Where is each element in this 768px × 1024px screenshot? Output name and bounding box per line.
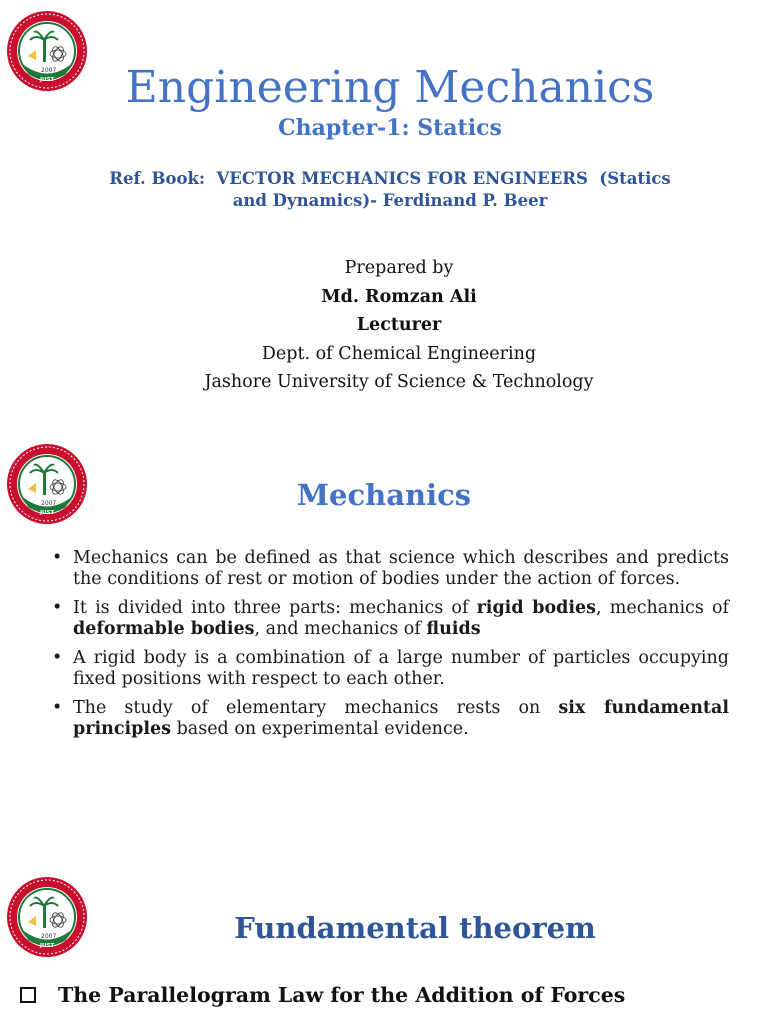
- author-department: Dept. of Chemical Engineering: [261, 343, 537, 364]
- svg-text:JUST: JUST: [40, 77, 55, 83]
- reference-book: [90, 168, 690, 212]
- bullet-icon: •: [52, 648, 63, 668]
- mechanics-slide: [0, 420, 768, 850]
- svg-text:JUST: JUST: [40, 943, 55, 949]
- title-slide: [0, 0, 768, 420]
- svg-text:JUST: JUST: [40, 510, 55, 516]
- list-item: • Mechanics can be defined as that science which describes and predicts the conditions of rest or motion of bodies under the action of forces.: [52, 548, 729, 589]
- author-name: Md. Romzan Ali: [321, 286, 477, 307]
- bullet-icon: •: [52, 598, 63, 618]
- section-title: Fundamental theorem: [234, 911, 596, 945]
- author-block: [0, 254, 768, 397]
- list-item: • The study of elementary mechanics rests on six fundamental principles based on experimental evidence.: [52, 698, 729, 739]
- reference-line-1: Ref. Book: VECTOR MECHANICS FOR ENGINEERS (Statics: [109, 169, 671, 188]
- list-item: • It is divided into three parts: mechanics of rigid bodies, mechanics of deformable bodies, and mechanics of fluids: [52, 598, 729, 639]
- bullet-list: [52, 548, 729, 748]
- page-title: Engineering Mechanics: [125, 62, 655, 113]
- section-title: Mechanics: [296, 478, 472, 512]
- list-item: • A rigid body is a combination of a large number of particles occupying fixed positions with respect to each other.: [52, 648, 729, 689]
- prepared-by-label: Prepared by: [344, 258, 454, 278]
- fundamental-theorem-slide: [0, 850, 768, 1024]
- svg-text:2007: 2007: [41, 933, 57, 940]
- author-position: Lecturer: [356, 315, 442, 336]
- author-university: Jashore University of Science & Technology: [204, 372, 594, 393]
- list-item: The Parallelogram Law for the Addition of Forces: [20, 981, 760, 1009]
- bullet-icon: •: [52, 548, 63, 568]
- university-logo-icon: [6, 876, 88, 958]
- svg-text:2007: 2007: [41, 67, 57, 74]
- svg-text:2007: 2007: [41, 500, 57, 507]
- reference-line-2: and Dynamics)- Ferdinand P. Beer: [232, 191, 548, 210]
- chapter-subtitle: Chapter-1: Statics: [278, 115, 502, 141]
- checkbox-bullet-icon: [20, 987, 36, 1003]
- bullet-icon: •: [52, 698, 63, 718]
